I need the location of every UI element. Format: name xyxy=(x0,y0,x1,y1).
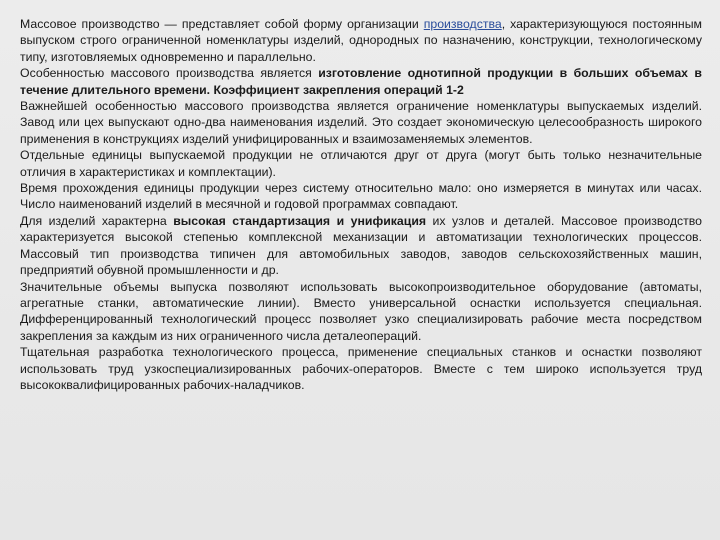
bold-text: высокая стандартизация и унификация xyxy=(173,213,427,228)
document-body xyxy=(20,16,702,393)
bold-text: изготовление однотипной продукции в больших объемах в течение длительного времени. Коэффициент закрепления операций 1-2 xyxy=(20,66,702,97)
paragraph xyxy=(20,344,702,393)
text-run: Важнейшей особенностью массового производства является ограничение номенклатуры выпускаемых изделий. Завод или цех выпускают одно-два наименования изделий. Это создает экономическую целесообразность широкого применения в конструкциях изделий унифицированных и взаимозаменяемых элементов. xyxy=(20,99,702,146)
text-run: , характеризующуюся постоянным выпуском строго ограниченной номенклатуры изделий, однородных по назначению, конструкции, технологическому типу, изготовляемых одновременно и параллельно. xyxy=(20,17,703,64)
text-run: Особенностью массового производства является xyxy=(20,66,319,81)
text-run: Время прохождения единицы продукции через систему относительно мало: оно измеряется в минутах или часах. Число наименований изделий в месячной и годовой программах совпадают. xyxy=(20,181,702,212)
paragraph xyxy=(20,147,702,180)
text-run: Значительные объемы выпуска позволяют использовать высокопроизводительное оборудование (автоматы, агрегатные станки, автоматические линии). Вместо универсальной оснастки используется специальная. Дифференцированный технологический процесс позволяет узко специализировать рабочие места посредством закрепления за каждым из них ограниченного числа деталеопераций. xyxy=(20,279,702,343)
text-run: — представляет собой форму организации xyxy=(159,17,424,31)
text-run: Отдельные единицы выпускаемой продукции не отличаются друг от друга (могут быть только незначительные отличия в характеристиках и комплектации). xyxy=(20,148,702,179)
inline-link[interactable]: производства xyxy=(423,17,502,31)
text-run: Массовое производство xyxy=(20,17,160,31)
text-run: Тщательная разработка технологического процесса, применение специальных станков и оснастки позволяют использовать труд узкоспециализированных рабочих-операторов. Вместе с тем широко используется труд высококвалифицированных рабочих-наладчиков. xyxy=(20,345,702,392)
text-run: Для изделий характерна xyxy=(20,213,174,228)
text-run: их узлов и деталей. Массовое производство характеризуется высокой степенью комплексной механизации и автоматизации технологических процессов. Массовый тип производства типичен для автомобильных заводов, заводов сельскохозяйственных машин, предприятий обувной промышленности и др. xyxy=(20,213,703,278)
paragraph xyxy=(20,65,702,98)
paragraph xyxy=(20,279,702,345)
paragraph xyxy=(20,213,702,279)
paragraph xyxy=(20,180,702,213)
paragraph xyxy=(20,98,702,147)
paragraph xyxy=(20,16,702,65)
